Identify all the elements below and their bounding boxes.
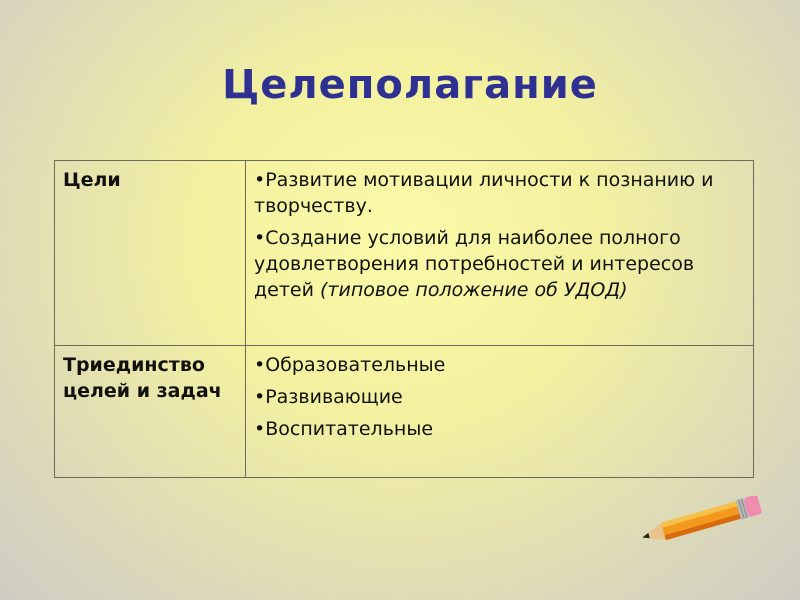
source-note: (типовое положение об УДОД)	[319, 279, 628, 301]
table-row	[55, 161, 754, 346]
list-item: •Образовательные	[254, 354, 446, 377]
row-content-goals	[246, 161, 754, 346]
slide-title: Целеполагание	[222, 62, 598, 108]
list-item: •Развитие мотивации личности к познанию и творчеству.	[254, 169, 714, 217]
list-item: •Воспитательные	[254, 418, 434, 441]
pencil-icon	[632, 496, 768, 546]
row-content-triad	[246, 346, 754, 478]
goals-table	[54, 160, 754, 478]
row-label-goals: Цели	[55, 161, 246, 346]
list-item-text: •Создание условий для наиболее полного удовлетворения потребностей и интересов детей	[254, 227, 695, 301]
list-item: •Развивающие	[254, 386, 403, 409]
list-item	[254, 225, 745, 303]
table-row	[55, 346, 754, 478]
row-label-triad: Триединство целей и задач	[55, 346, 246, 478]
